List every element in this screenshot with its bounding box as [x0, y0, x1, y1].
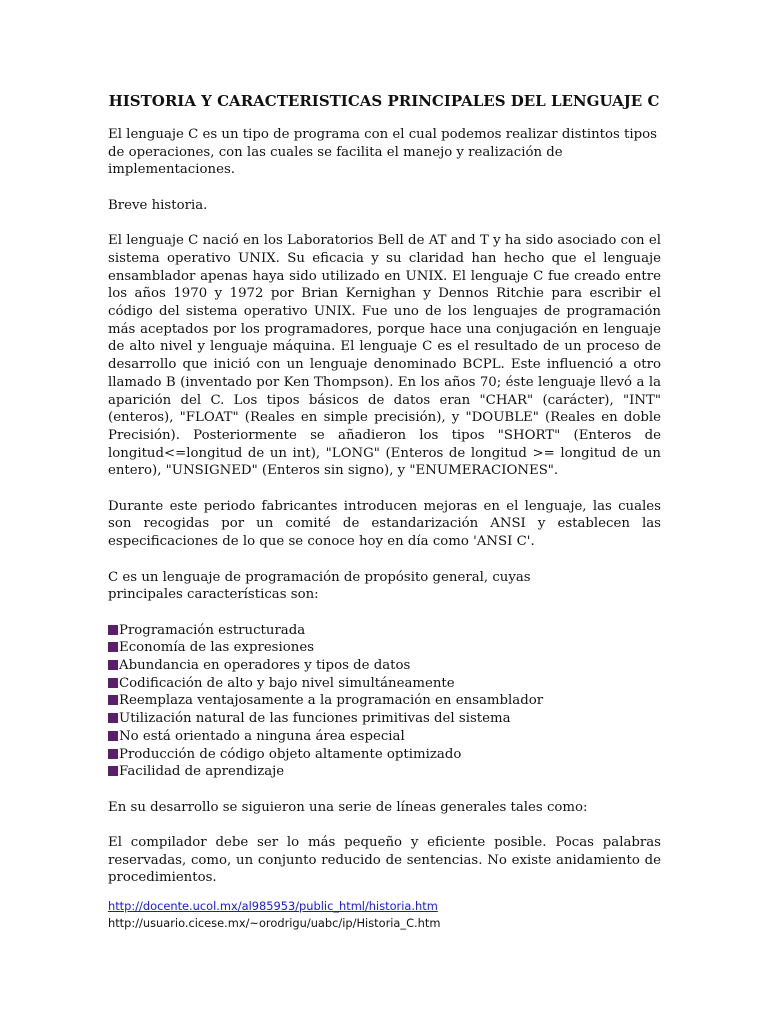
square-bullet-icon — [108, 695, 118, 705]
list-item-label: Facilidad de aprendizaje — [119, 764, 285, 780]
features-list — [108, 622, 661, 781]
document-title: HISTORIA Y CARACTERISTICAS PRINCIPALES DEL LENGUAJE C — [108, 92, 660, 110]
document-body — [108, 126, 661, 905]
development-paragraph: En su desarrollo se siguieron una serie de líneas generales tales como: — [108, 799, 588, 815]
compiler-paragraph: El compilador debe ser lo más pequeño y eficiente posible. Pocas palabras reservadas, como, un conjunto reducido de sentencias. No existe anidamiento de procedimientos. — [108, 835, 661, 886]
list-item-label: Utilización natural de las funciones primitivas del sistema — [119, 711, 511, 727]
square-bullet-icon — [108, 642, 118, 652]
list-item-label: Reemplaza ventajosamente a la programación en ensamblador — [119, 693, 544, 709]
square-bullet-icon — [108, 678, 118, 688]
list-item-label: Producción de código objeto altamente optimizado — [119, 746, 462, 762]
list-item — [108, 746, 661, 764]
list-item — [108, 692, 661, 710]
square-bullet-icon — [108, 660, 118, 670]
square-bullet-icon — [108, 731, 118, 741]
list-item — [108, 657, 661, 675]
square-bullet-icon — [108, 766, 118, 776]
list-item-label: Economía de las expresiones — [119, 640, 315, 656]
list-item-label: Abundancia en operadores y tipos de datos — [119, 658, 411, 674]
list-item — [108, 763, 661, 781]
intro-paragraph: El lenguaje C es un tipo de programa con el cual podemos realizar distintos tipos de operaciones, con las cuales se facilita el manejo y realización de implementaciones. — [108, 127, 657, 178]
ansi-paragraph: Durante este periodo fabricantes introducen mejoras en el lenguaje, las cuales son recogidas por un comité de estandarización ANSI y establecen las especificaciones de lo que se conoce hoy en día como 'ANSI C'. — [108, 498, 661, 550]
list-item — [108, 710, 661, 728]
reference-link-ucol[interactable]: http://docente.ucol.mx/al985953/public_html/historia.htm — [108, 899, 438, 913]
references — [108, 898, 668, 932]
list-item — [108, 622, 661, 640]
history-paragraph: El lenguaje C nació en los Laboratorios Bell de AT and T y ha sido asociado con el sistema operativo UNIX. Su eficacia y su claridad han hecho que el lenguaje ensamblador apenas haya sido utilizado en UNIX. El lenguaje C fue creado entre los años 1970 y 1972 por Brian Kernighan y Dennos Ritchie para escribir el código del sistema operativo UNIX. Fue uno de los lenguajes de programación más aceptados por los programadores, porque hace una conjugación en lenguaje de alto nivel y lenguaje máquina. El lenguaje C es el resultado de un proceso de desarrollo que inició con un lenguaje denominado BCPL. Este influenció a otro llamado B (inventado por Ken Thompson). En los años 70; éste lenguaje llevó a la aparición del C. Los tipos básicos de datos eran "CHAR" (carácter), "INT" (enteros), "FLOAT" (Reales en simple precisión), y "DOUBLE" (Reales en doble Precisión). Posteriormente se añadieron los tipos "SHORT" (Enteros de longitud<=longitud de un int), "LONG" (Enteros de longitud >= longitud de un entero), "UNSIGNED" (Enteros sin signo), y "ENUMERACIONES". — [108, 233, 661, 479]
list-item — [108, 675, 661, 693]
list-item-label: Programación estructurada — [119, 622, 306, 638]
square-bullet-icon — [108, 713, 118, 723]
section-heading-breve-historia: Breve historia. — [108, 197, 208, 213]
list-item — [108, 728, 661, 746]
square-bullet-icon — [108, 625, 118, 635]
square-bullet-icon — [108, 749, 118, 759]
list-item-label: Codificación de alto y bajo nivel simultáneamente — [119, 675, 455, 691]
list-item-label: No está orientado a ninguna área especial — [119, 728, 405, 744]
features-intro-paragraph: C es un lenguaje de programación de propósito general, cuyas principales características son: — [108, 569, 531, 603]
list-item — [108, 639, 661, 657]
reference-text-cicese: http://usuario.cicese.mx/~orodrigu/uabc/ip/Historia_C.htm — [108, 916, 441, 930]
